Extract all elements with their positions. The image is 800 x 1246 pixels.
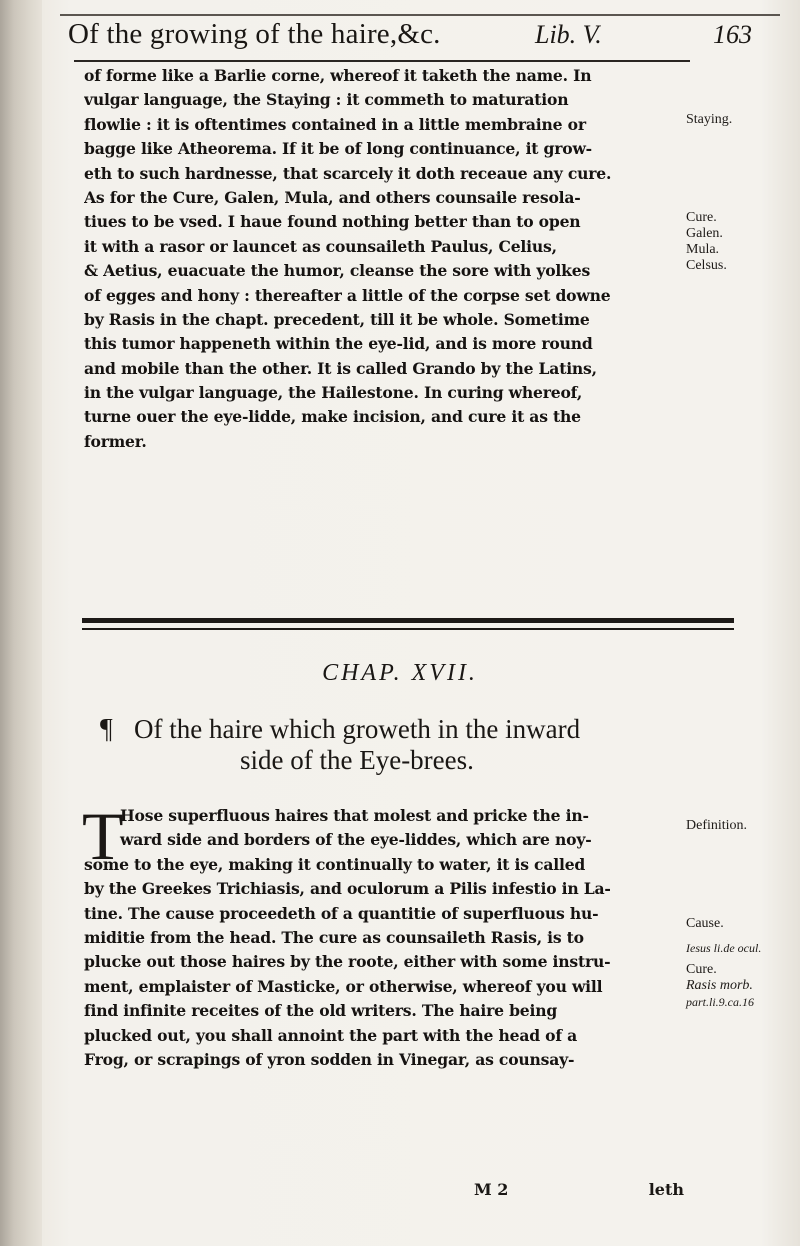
page-gutter-shadow bbox=[0, 0, 42, 1246]
text-line: tine. The cause proceedeth of a quantitie of superfluous hu- bbox=[84, 903, 599, 923]
section-rule bbox=[82, 628, 734, 630]
running-head-book-number: Lib. V. bbox=[535, 20, 602, 49]
text-line: Hose superfluous haires that molest and pricke the in- bbox=[120, 806, 589, 825]
text-line: Frog, or scrapings of yron sodden in Vinegar, as counsay- bbox=[84, 1049, 575, 1069]
page-number: 163 bbox=[713, 20, 752, 49]
margin-note: Cure. bbox=[686, 962, 717, 977]
chapter-title-line: Of the haire which groweth in the inward bbox=[134, 714, 581, 744]
margin-note: Rasis morb. bbox=[686, 978, 753, 993]
text-line: ward side and borders of the eye-liddes, which are noy- bbox=[120, 830, 592, 850]
text-line: tiues to be vsed. I haue found nothing better than to open bbox=[84, 212, 581, 232]
text-line: vulgar language, the Staying : it commeth to maturation bbox=[84, 90, 569, 110]
text-line: by Rasis in the chapt. precedent, till it be whole. Sometime bbox=[84, 309, 590, 329]
margin-note: Galen. bbox=[686, 226, 723, 241]
text-line: plucked out, you shall annoint the part with the head of a bbox=[84, 1025, 578, 1045]
header-rule bbox=[74, 60, 690, 62]
text-line: miditie from the head. The cure as counsaileth Rasis, is to bbox=[84, 927, 584, 947]
chapter-title bbox=[100, 714, 580, 775]
running-head bbox=[68, 16, 778, 56]
text-line: some to the eye, making it continually to water, it is called bbox=[84, 854, 586, 874]
margin-note: Cure. bbox=[686, 210, 717, 225]
text-line: & Aetius, euacuate the humor, cleanse the sore with yolkes bbox=[84, 261, 591, 281]
chapter-title-line: side of the Eye-brees. bbox=[240, 745, 474, 775]
chapter-number: CHAP. XVII. bbox=[322, 660, 478, 686]
text-line: turne ouer the eye-lidde, make incision, and cure it as the bbox=[84, 407, 581, 427]
text-line: ment, emplaister of Masticke, or otherwise, whereof you will bbox=[84, 976, 603, 996]
text-line: flowlie : it is oftentimes contained in a little membraine or bbox=[84, 114, 586, 134]
text-line: former. bbox=[84, 431, 147, 451]
margin-note: Definition. bbox=[686, 818, 748, 833]
text-line: this tumor happeneth within the eye-lid, and is more round bbox=[84, 334, 593, 354]
text-line: As for the Cure, Galen, Mula, and others counsaile resola- bbox=[84, 187, 581, 207]
text-line: plucke out those haires by the roote, either with some instru- bbox=[84, 952, 611, 972]
text-line: by the Greekes Trichiasis, and oculorum a Pilis infestio in La- bbox=[84, 879, 611, 899]
text-line: bagge like Atheorema. If it be of long continuance, it grow- bbox=[84, 139, 592, 159]
text-line: of egges and hony : thereafter a little of the corpse set downe bbox=[84, 285, 611, 305]
signature-mark: M 2 bbox=[474, 1180, 509, 1199]
margin-note: Celsus. bbox=[686, 258, 727, 273]
text-line: and mobile than the other. It is called Grando by the Latins, bbox=[84, 358, 597, 378]
margin-note: Cause. bbox=[686, 916, 724, 931]
catchword: leth bbox=[648, 1180, 684, 1199]
text-line: it with a rasor or launcet as counsaileth Paulus, Celius, bbox=[84, 236, 557, 256]
text-line: find infinite receites of the old writers. The haire being bbox=[84, 1001, 558, 1021]
section-rule bbox=[82, 618, 734, 623]
running-head-title: Of the growing of the haire,&c. bbox=[68, 18, 441, 50]
margin-note: Iesus li.de ocul. bbox=[686, 941, 762, 955]
chapter-paragraph bbox=[82, 798, 684, 1072]
margin-note: Staying. bbox=[686, 112, 733, 127]
text-line: in the vulgar language, the Hailestone. In curing whereof, bbox=[84, 383, 583, 403]
page-footer bbox=[84, 1180, 684, 1206]
pilcrow-mark: ¶ bbox=[100, 714, 113, 745]
text-line: of forme like a Barlie corne, whereof it taketh the name. In bbox=[84, 66, 592, 85]
text-line: eth to such hardnesse, that scarcely it doth receaue any cure. bbox=[84, 163, 612, 183]
margin-note: Mula. bbox=[686, 242, 720, 257]
drop-capital: T bbox=[82, 798, 124, 874]
paragraph-continued bbox=[84, 64, 684, 454]
margin-note: part.li.9.ca.16 bbox=[686, 995, 754, 1009]
